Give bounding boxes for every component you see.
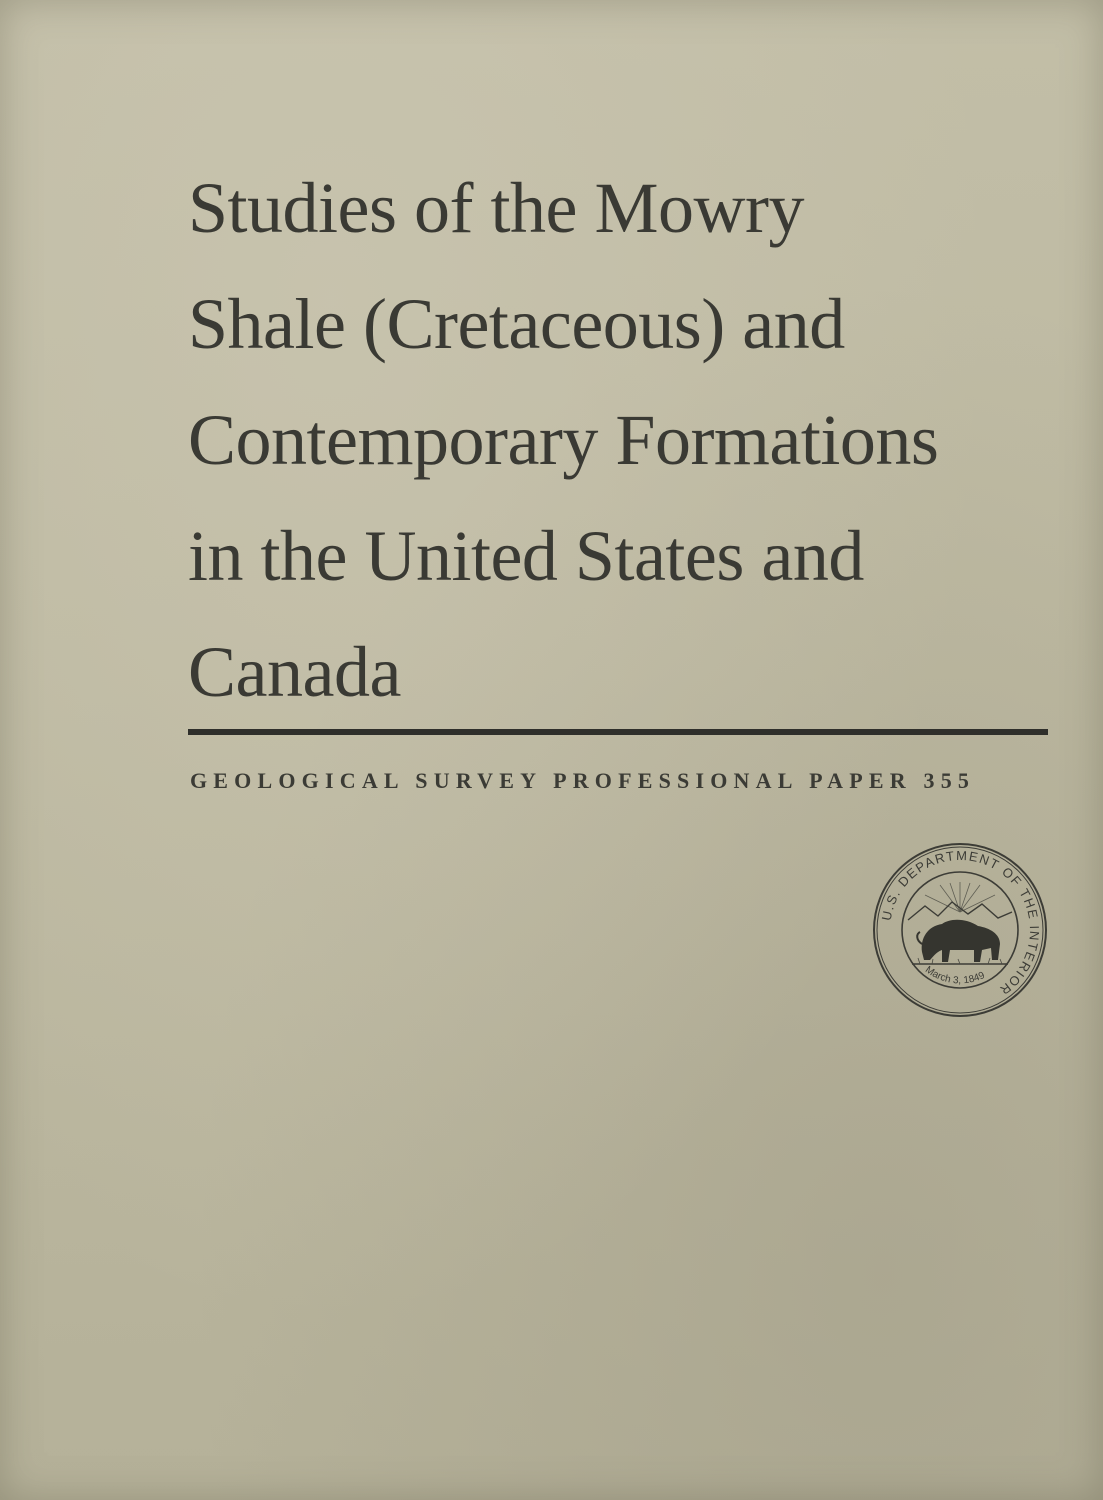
- title-divider-rule: [188, 729, 1048, 735]
- title-line-3: Contemporary Formations: [188, 400, 939, 480]
- seal-ring-text: U.S. DEPARTMENT OF THE INTERIOR: [878, 847, 1043, 999]
- title-line-1: Studies of the Mowry: [188, 168, 804, 248]
- bison-seal-icon: [870, 840, 1050, 1020]
- department-seal: [870, 840, 1050, 1020]
- seal-date-text: March 3, 1849: [923, 964, 987, 987]
- title-line-4: in the United States and: [188, 516, 864, 596]
- series-label: GEOLOGICAL SURVEY PROFESSIONAL PAPER 355: [190, 768, 976, 793]
- title-line-5: Canada: [188, 632, 401, 712]
- cover-title: [188, 150, 1068, 730]
- svg-text:March 3, 1849: [923, 964, 987, 986]
- title-line-2: Shale (Cretaceous) and: [188, 284, 845, 364]
